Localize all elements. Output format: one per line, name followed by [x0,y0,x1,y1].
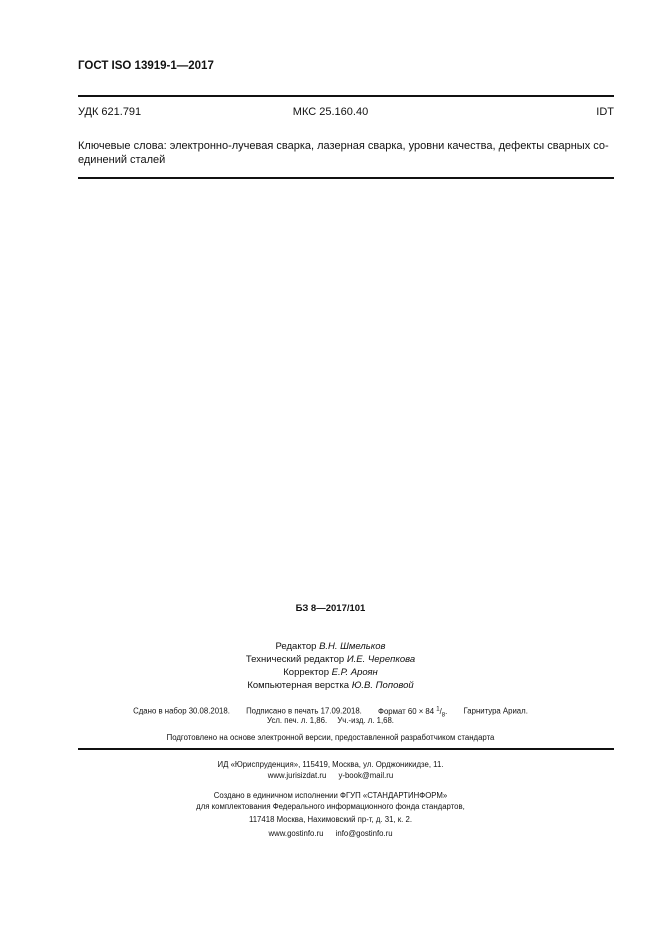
top-rule [78,95,614,97]
editor-line [0,640,661,653]
standartinform-line-1: Создано в единичном исполнении ФГУП «СТАНДАРТИНФОРМ» [213,791,448,800]
udk-code: УДК 621.791 [78,106,142,118]
standartinform-address: 117418 Москва, Нахимовский пр-т, д. 31, к. 2. [248,815,413,824]
keywords-rule [78,177,614,179]
layout-name: Ю.В. Поповой [351,680,414,691]
format-suffix: . [445,706,448,716]
typeface: Гарнитура Ариал. [463,706,528,716]
publisher-id-line: ИД «Юриспруденция», 115419, Москва, ул. Орджоникидзе, 11. [217,760,444,769]
keywords-line-1: Ключевые слова: электронно-лучевая сварка, лазерная сварка, уровни качества, дефекты сварных со- [78,140,609,152]
editor-label: Редактор [275,641,317,652]
keywords [78,139,614,167]
publisher-contacts [0,771,661,780]
publisher-email-link[interactable]: y-book@mail.ru [338,771,394,780]
gostinfo-email-link[interactable]: info@gostinfo.ru [335,829,393,838]
tech-editor-label: Технический редактор [245,654,345,665]
format-slash: / [439,706,442,716]
tech-editor-name: И.Е. Черепкова [346,654,416,665]
prepared-note: Подготовлено на основе электронной версии, предоставленной разработчиком стандарта [166,733,495,742]
sheets-line [0,716,661,725]
printed-sheets: Усл. печ. л. 1,86. [267,716,328,725]
bottom-rule [78,748,614,750]
idt-label: IDT [596,106,614,118]
format-denominator: 8 [441,712,446,719]
standartinform-contacts [0,829,661,838]
layout-label: Компьютерная верстка [247,680,350,691]
gostinfo-site-link[interactable]: www.gostinfo.ru [268,829,324,838]
format-numerator: 1 [436,706,440,712]
tech-editor-line [0,653,661,666]
publisher-site-link[interactable]: www.jurisizdat.ru [267,771,327,780]
keywords-line-2: единений сталей [78,154,166,166]
document-code: ГОСТ ISO 13919-1—2017 [78,60,214,72]
signed-date: Подписано в печать 17.09.2018. [246,706,362,716]
corrector-line [0,666,661,679]
publisher-sheets: Уч.-изд. л. 1,68. [337,716,394,725]
corrector-name: Е.Р. Ароян [331,667,378,678]
bz-number: БЗ 8—2017/101 [295,603,366,614]
submitted-date: Сдано в набор 30.08.2018. [133,706,230,716]
paper-format [378,706,448,719]
layout-line [0,679,661,692]
standartinform-line-2: для комплектования Федерального информационного фонда стандартов, [196,802,465,811]
format-prefix: Формат 60 × 84 [378,706,435,716]
mks-code: МКС 25.160.40 [292,106,369,118]
corrector-label: Корректор [283,667,329,678]
editor-name: В.Н. Шмельков [319,641,386,652]
